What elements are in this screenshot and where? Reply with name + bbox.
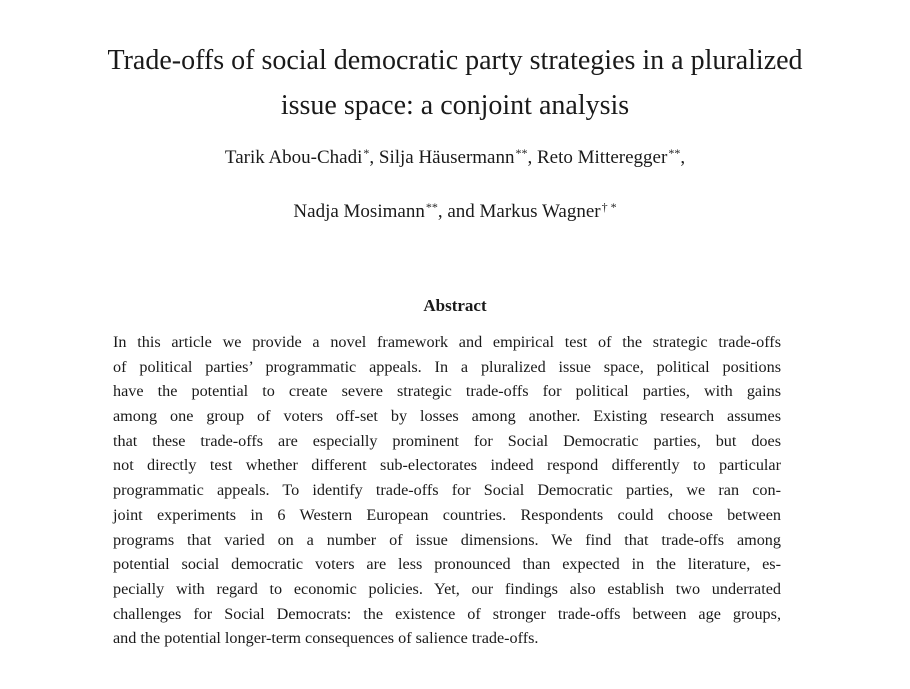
abstract-line: joint experiments in 6 Western European countries. Respondents could choose between (113, 505, 781, 524)
abstract-line: of political parties’ programmatic appeals. In a pluralized issue space, political positions (113, 357, 781, 376)
author-name: Silja Häusermann (378, 147, 515, 168)
author-separator: , and (437, 201, 480, 222)
abstract-heading: Abstract (423, 296, 487, 315)
affiliation-mark: ** (668, 146, 681, 160)
authors-line-2 (40, 200, 870, 223)
abstract-line: not directly test whether different sub-electorates indeed respond differently to particular (113, 456, 781, 475)
abstract-line: pecially with regard to economic policies. Yet, our findings also establish two underrated (113, 579, 781, 598)
author-name: Markus Wagner (479, 201, 601, 222)
author-separator: , (527, 147, 537, 168)
paper-title-line-2: issue space: a conjoint analysis (280, 90, 630, 121)
abstract-text (113, 330, 781, 651)
authors-line-1 (40, 146, 870, 169)
abstract-line: and the potential longer-term consequences of salience trade-offs. (113, 629, 539, 648)
abstract-line: among one group of voters off-set by losses among another. Existing research assumes (113, 407, 781, 426)
abstract-line: In this article we provide a novel framework and empirical test of the strategic trade-offs (113, 333, 781, 351)
abstract-line: programmatic appeals. To identify trade-offs for Social Democratic parties, we ran con- (113, 481, 781, 500)
affiliation-mark: ** (515, 146, 528, 160)
author-separator: , (680, 147, 686, 168)
abstract-line: challenges for Social Democrats: the existence of stronger trade-offs between age groups, (113, 604, 781, 623)
author-name: Nadja Mosimann (293, 201, 425, 222)
author-separator: , (369, 147, 379, 168)
affiliation-mark: ** (425, 200, 438, 214)
paper-title (40, 38, 870, 128)
abstract-line: potential social democratic voters are less pronounced than expected in the literature, es- (113, 555, 781, 574)
author-name: Reto Mitteregger (536, 147, 668, 168)
abstract-line: that these trade-offs are especially prominent for Social Democratic parties, but does (113, 431, 781, 450)
affiliation-mark: * (363, 146, 370, 160)
affiliation-mark: † * (601, 200, 617, 214)
author-name: Tarik Abou-Chadi (224, 147, 363, 168)
abstract-line: programs that varied on a number of issue dimensions. We find that trade-offs among (113, 530, 781, 549)
paper-title-line-1: Trade-offs of social democratic party strategies in a pluralized (107, 45, 803, 76)
abstract-line: have the potential to create severe strategic trade-offs for political parties, with gains (113, 382, 781, 401)
